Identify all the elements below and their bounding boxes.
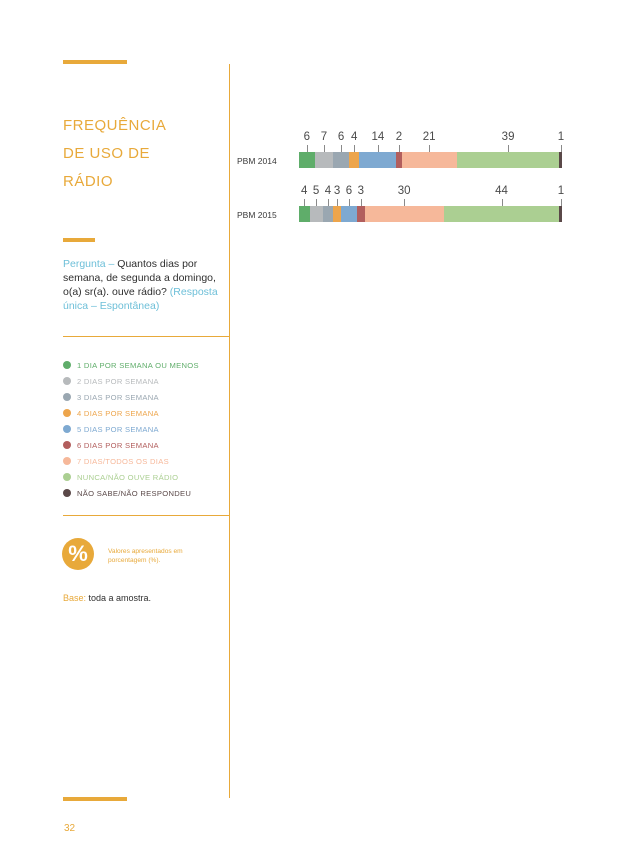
title-line: FREQUÊNCIA (63, 117, 167, 134)
bar-segment (457, 152, 560, 168)
stacked-bar (299, 152, 562, 168)
data-label: 2 (395, 131, 403, 143)
label-tick (399, 145, 400, 152)
data-label: 4 (351, 131, 358, 143)
stacked-bar-chart (229, 120, 589, 230)
bar-segment (333, 152, 349, 168)
stacked-bar (299, 206, 562, 222)
bar-segment (559, 152, 562, 168)
legend-label: NÃO SABE/NÃO RESPONDEU (77, 488, 192, 498)
label-tick (328, 199, 329, 206)
data-label: 44 (495, 185, 508, 197)
legend-item (63, 357, 233, 373)
bar-segment (310, 206, 323, 222)
bar-segment (357, 206, 365, 222)
legend-swatch-icon (63, 457, 71, 465)
question-label: Pergunta – (63, 258, 115, 270)
bar-segment (333, 206, 341, 222)
label-tick (561, 145, 562, 152)
data-label: 6 (337, 131, 345, 143)
legend-item (63, 421, 233, 437)
data-label: 30 (397, 185, 411, 197)
data-label: 4 (324, 185, 332, 197)
data-label: 6 (345, 185, 353, 197)
legend-swatch-icon (63, 441, 71, 449)
legend-swatch-icon (63, 361, 71, 369)
legend-swatch-icon (63, 393, 71, 401)
data-label: 39 (501, 131, 515, 143)
bottom-accent-rule (63, 797, 127, 801)
top-accent-rule (63, 60, 127, 64)
legend-swatch-icon (63, 425, 71, 433)
category-label: PBM 2015 (237, 210, 277, 220)
bar-segment (341, 206, 357, 222)
bar-segment (299, 152, 315, 168)
bar-segment (315, 152, 333, 168)
label-tick (304, 199, 305, 206)
base-text: toda a amostra. (86, 593, 152, 603)
label-tick (337, 199, 338, 206)
label-tick (316, 199, 317, 206)
data-label: 14 (371, 131, 385, 143)
data-label: 4 (301, 185, 308, 197)
data-label: 1 (557, 131, 565, 143)
legend-swatch-icon (63, 409, 71, 417)
legend-label: 3 DIAS POR SEMANA (77, 392, 159, 402)
label-tick (349, 199, 350, 206)
question-text: Quantos dias por semana, de segunda a domingo, o(a) sr(a). ouve rádio? (63, 258, 216, 298)
legend-label: 7 DIAS/TODOS OS DIAS (77, 456, 169, 466)
legend-item (63, 405, 233, 421)
page-title (63, 112, 213, 196)
legend-label: 1 DIA POR SEMANA OU MENOS (77, 360, 199, 370)
label-tick (429, 145, 430, 152)
data-label: 5 (312, 185, 320, 197)
legend-swatch-icon (63, 473, 71, 481)
bar-segment (323, 206, 334, 222)
sample-base (63, 593, 151, 603)
data-label: 7 (320, 131, 328, 143)
label-tick (404, 199, 405, 206)
bar-segment (359, 152, 396, 168)
legend-swatch-icon (63, 377, 71, 385)
legend-item (63, 389, 233, 405)
legend-item (63, 485, 233, 501)
legend-label: 5 DIAS POR SEMANA (77, 424, 159, 434)
bar-segment (444, 206, 560, 222)
label-tick (324, 145, 325, 152)
bar-segment (559, 206, 562, 222)
data-label: 21 (422, 131, 436, 143)
legend-label: 4 DIAS POR SEMANA (77, 408, 159, 418)
data-label: 3 (333, 185, 341, 197)
label-tick (378, 145, 379, 152)
label-tick (361, 199, 362, 206)
label-tick (354, 145, 355, 152)
title-line: RÁDIO (63, 173, 114, 190)
legend-item (63, 469, 233, 485)
legend-item (63, 437, 233, 453)
bar-segment (402, 152, 457, 168)
data-label: 6 (303, 131, 311, 143)
legend-swatch-icon (63, 489, 71, 497)
label-tick (508, 145, 509, 152)
legend-label: 6 DIAS POR SEMANA (77, 440, 159, 450)
percent-icon: % (62, 538, 94, 570)
base-label: Base: (63, 593, 87, 603)
legend-item (63, 453, 233, 469)
label-tick (561, 199, 562, 206)
bar-segment (299, 206, 310, 222)
page-number: 32 (64, 823, 76, 834)
legend-item (63, 373, 233, 389)
legend-divider (63, 515, 229, 516)
legend-label: NUNCA/NÃO OUVE RÁDIO (77, 472, 179, 482)
chart-legend (63, 357, 233, 501)
label-tick (307, 145, 308, 152)
legend-label: 2 DIAS POR SEMANA (77, 376, 159, 386)
percent-note: Valores apresentados em porcentagem (%). (108, 548, 183, 564)
bar-segment (365, 206, 444, 222)
question-note: (Resposta única – Espontânea) (63, 286, 218, 312)
section-accent-rule (63, 238, 95, 242)
bar-segment (349, 152, 360, 168)
survey-question (63, 257, 223, 313)
question-divider (63, 336, 229, 337)
label-tick (341, 145, 342, 152)
value-labels (299, 131, 565, 145)
value-labels (299, 185, 565, 199)
category-label: PBM 2014 (237, 156, 277, 166)
data-label: 3 (357, 185, 364, 197)
data-label: 1 (557, 185, 565, 197)
title-line: DE USO DE (63, 145, 151, 162)
label-tick (502, 199, 503, 206)
